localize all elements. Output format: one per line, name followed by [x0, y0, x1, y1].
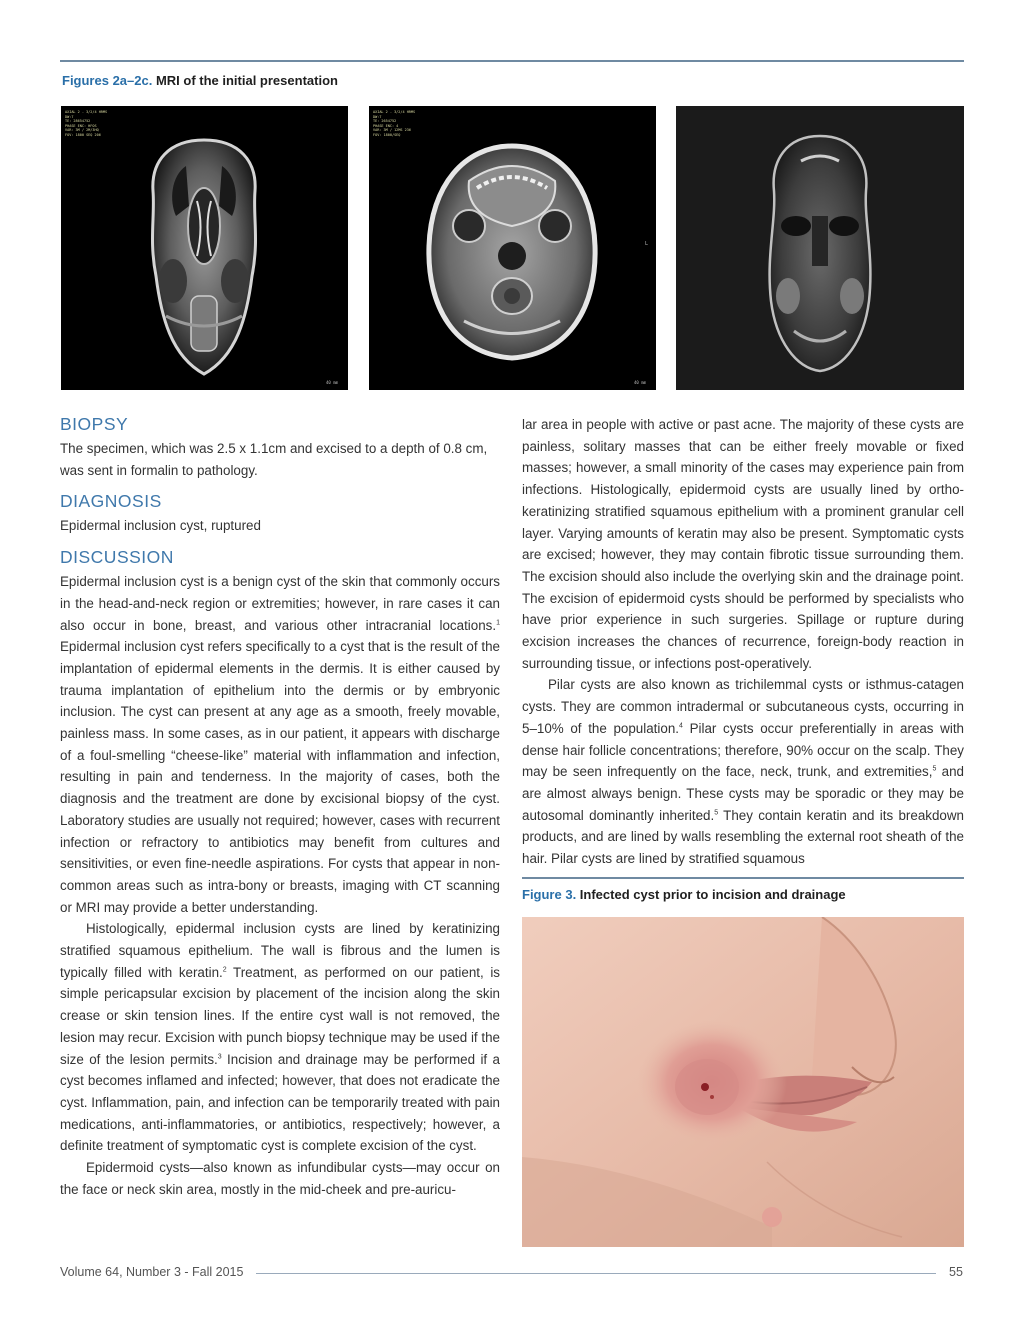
biopsy-text: The specimen, which was 2.5 x 1.1cm and excised to a depth of 0.8 cm, was sent in formalin to pathology. — [60, 441, 488, 478]
mri-2a-scale: 40 mm — [325, 380, 338, 385]
footer-rule — [256, 1273, 936, 1274]
discussion-heading: DISCUSSION — [60, 547, 174, 568]
mri-image-2a — [61, 106, 348, 390]
figures-2-caption — [62, 73, 338, 88]
figure-3-caption-text: Infected cyst prior to incision and drainage — [576, 887, 846, 902]
right-paragraph-2: Pilar cysts are also known as trichilemmal cysts or isthmus-catagen cysts. They are common intradermal or subcutaneous cysts, occurring in 5–10% of the population.$^4$ Pilar cysts occur preferentially in areas with dense hair follicle concentrations; therefore, 90% occur on the scalp. They may be seen infrequently on the face, neck, trunk, and extremities,$^5$ and are almost always benign. These cysts may be sporadic or they may be autosomal dominantly inherited.$^5$ They contain keratin and its breakdown products, and are lined by walls resembling the external root sheath of the hair. Pilar cysts are lined by stratified squamous — [522, 677, 964, 867]
reference-5b: 5 — [714, 809, 719, 817]
biopsy-heading: BIOPSY — [60, 414, 129, 434]
mri-2b-side-marker: L — [644, 241, 648, 247]
diagnosis-text: Epidermal inclusion cyst, ruptured — [60, 518, 261, 534]
reference-5a: 5 — [932, 765, 937, 773]
left-column — [60, 410, 500, 1201]
page-number: 55 — [949, 1265, 963, 1279]
figure-3-rule — [522, 877, 964, 879]
right-paragraph-1: lar area in people with active or past acne. The majority of these cysts are painless, solitary masses that can be either freely movable or fixed masses; however, a small minority of the cases may experience pain from infections. Histologically, epidermoid cysts are usually lined by ortho-keratinizing stratified squamous epithelium with a prominent granular cell layer. Varying amounts of keratin may also be present. Symptomatic cysts are excised; however, they may contain fibrotic tissue surrounding them. The excision should also include the overlying skin and the drainage point. The excision of epidermoid cysts should be performed by specialists who have prior experience in such surgeries. Spillage or rupture during excision increases the chances of recurrence, foreign-body reaction in surrounding tissue, or infections post-operatively. — [522, 417, 964, 671]
reference-3: 3 — [217, 1053, 222, 1061]
figure-3-caption — [522, 887, 846, 902]
top-rule — [60, 60, 964, 62]
mri-2b-metadata: AXIAL 2 - 3/2/4 HRMS DW:7 TE: 2654752 PHASE ENC: 4 VAR: 3M / 12MS 236 FOV: 1800/SEQ — [373, 110, 416, 137]
discussion-paragraph-3: Epidermoid cysts—also known as infundibular cysts—may occur on the face or neck skin area, mostly in the mid-cheek and pre-auricu- — [60, 1160, 500, 1197]
reference-2: 2 — [222, 966, 227, 974]
figures-2-label: Figures 2a–2c. — [62, 73, 153, 88]
discussion-paragraph-1: Epidermal inclusion cyst is a benign cyst of the skin that commonly occurs in the head-and-neck region or extremities; however, in rare cases it can also occur in bone, breast, and various other intracranial locations.$^1$ Epidermal inclusion cyst refers specifically to a cyst that is the result of the implantation of epidermal elements in the dermis. It is either caused by trauma implantation of epithelium into the dermis or by embryonic inclusion. The cyst can present at any age as a smooth, freely movable, painless mass. In some cases, as in our patient, it appears with discharge of a foul-smelling “cheese-like” material with inflammation and infection, resulting in pain and tenderness. In the majority of cases, both the diagnosis and the treatment are done by excisional biopsy of the cyst. Laboratory studies are usually not required; however, cases with recurrent infection or refractory to antibiotics may benefit from cultures and sensitivities, or even fine-needle aspirations. For cysts that appear in non-common areas such as intra-bony or breasts, imaging with CT scanning or MRI may provide a better understanding. — [60, 574, 500, 915]
journal-volume: Volume 64, Number 3 - Fall 2015 — [60, 1265, 244, 1279]
figures-2-caption-text: MRI of the initial presentation — [152, 73, 338, 88]
right-column — [522, 414, 964, 870]
mri-image-2b — [369, 106, 656, 390]
diagnosis-heading: DIAGNOSIS — [60, 491, 162, 512]
reference-4: 4 — [679, 722, 683, 730]
figure-3-label: Figure 3. — [522, 887, 577, 902]
reference-1: 1 — [496, 619, 500, 627]
mri-2b-scale: 40 mm — [633, 380, 646, 385]
mri-image-2c — [676, 106, 964, 390]
discussion-paragraph-2: Histologically, epidermal inclusion cysts are lined by keratinizing stratified squamous epithelium. The wall is fibrous and the lumen is typically filled with keratin.$^2$ Treatment, as performed on our patient, is simple pericapsular excision by placement of the incision along the skin crease or skin tension lines. If the entire cyst wall is not removed, the lesion may recur. Excision with punch biopsy technique may be used if the size of the lesion permits.$^3$ Incision and drainage may be performed if a cyst becomes inflamed and infected; however, that does not eradicate the cyst. Inflammation, pain, and infection can be temporarily treated with pain medications, anti-inflammatories, or antibiotics, respectively; however, a definite treatment of symptomatic cyst is complete excision of the cyst. — [60, 921, 500, 1154]
mri-2a-metadata: AXIAL 2 - 3/2/4 HRMS DW:7 TE: 28654752 PHASE ENC: HFOS VAR: 3M / 2M/3HQ FOV: 1800 SEQ 206 — [65, 110, 108, 137]
infected-cyst-photo — [522, 917, 964, 1247]
